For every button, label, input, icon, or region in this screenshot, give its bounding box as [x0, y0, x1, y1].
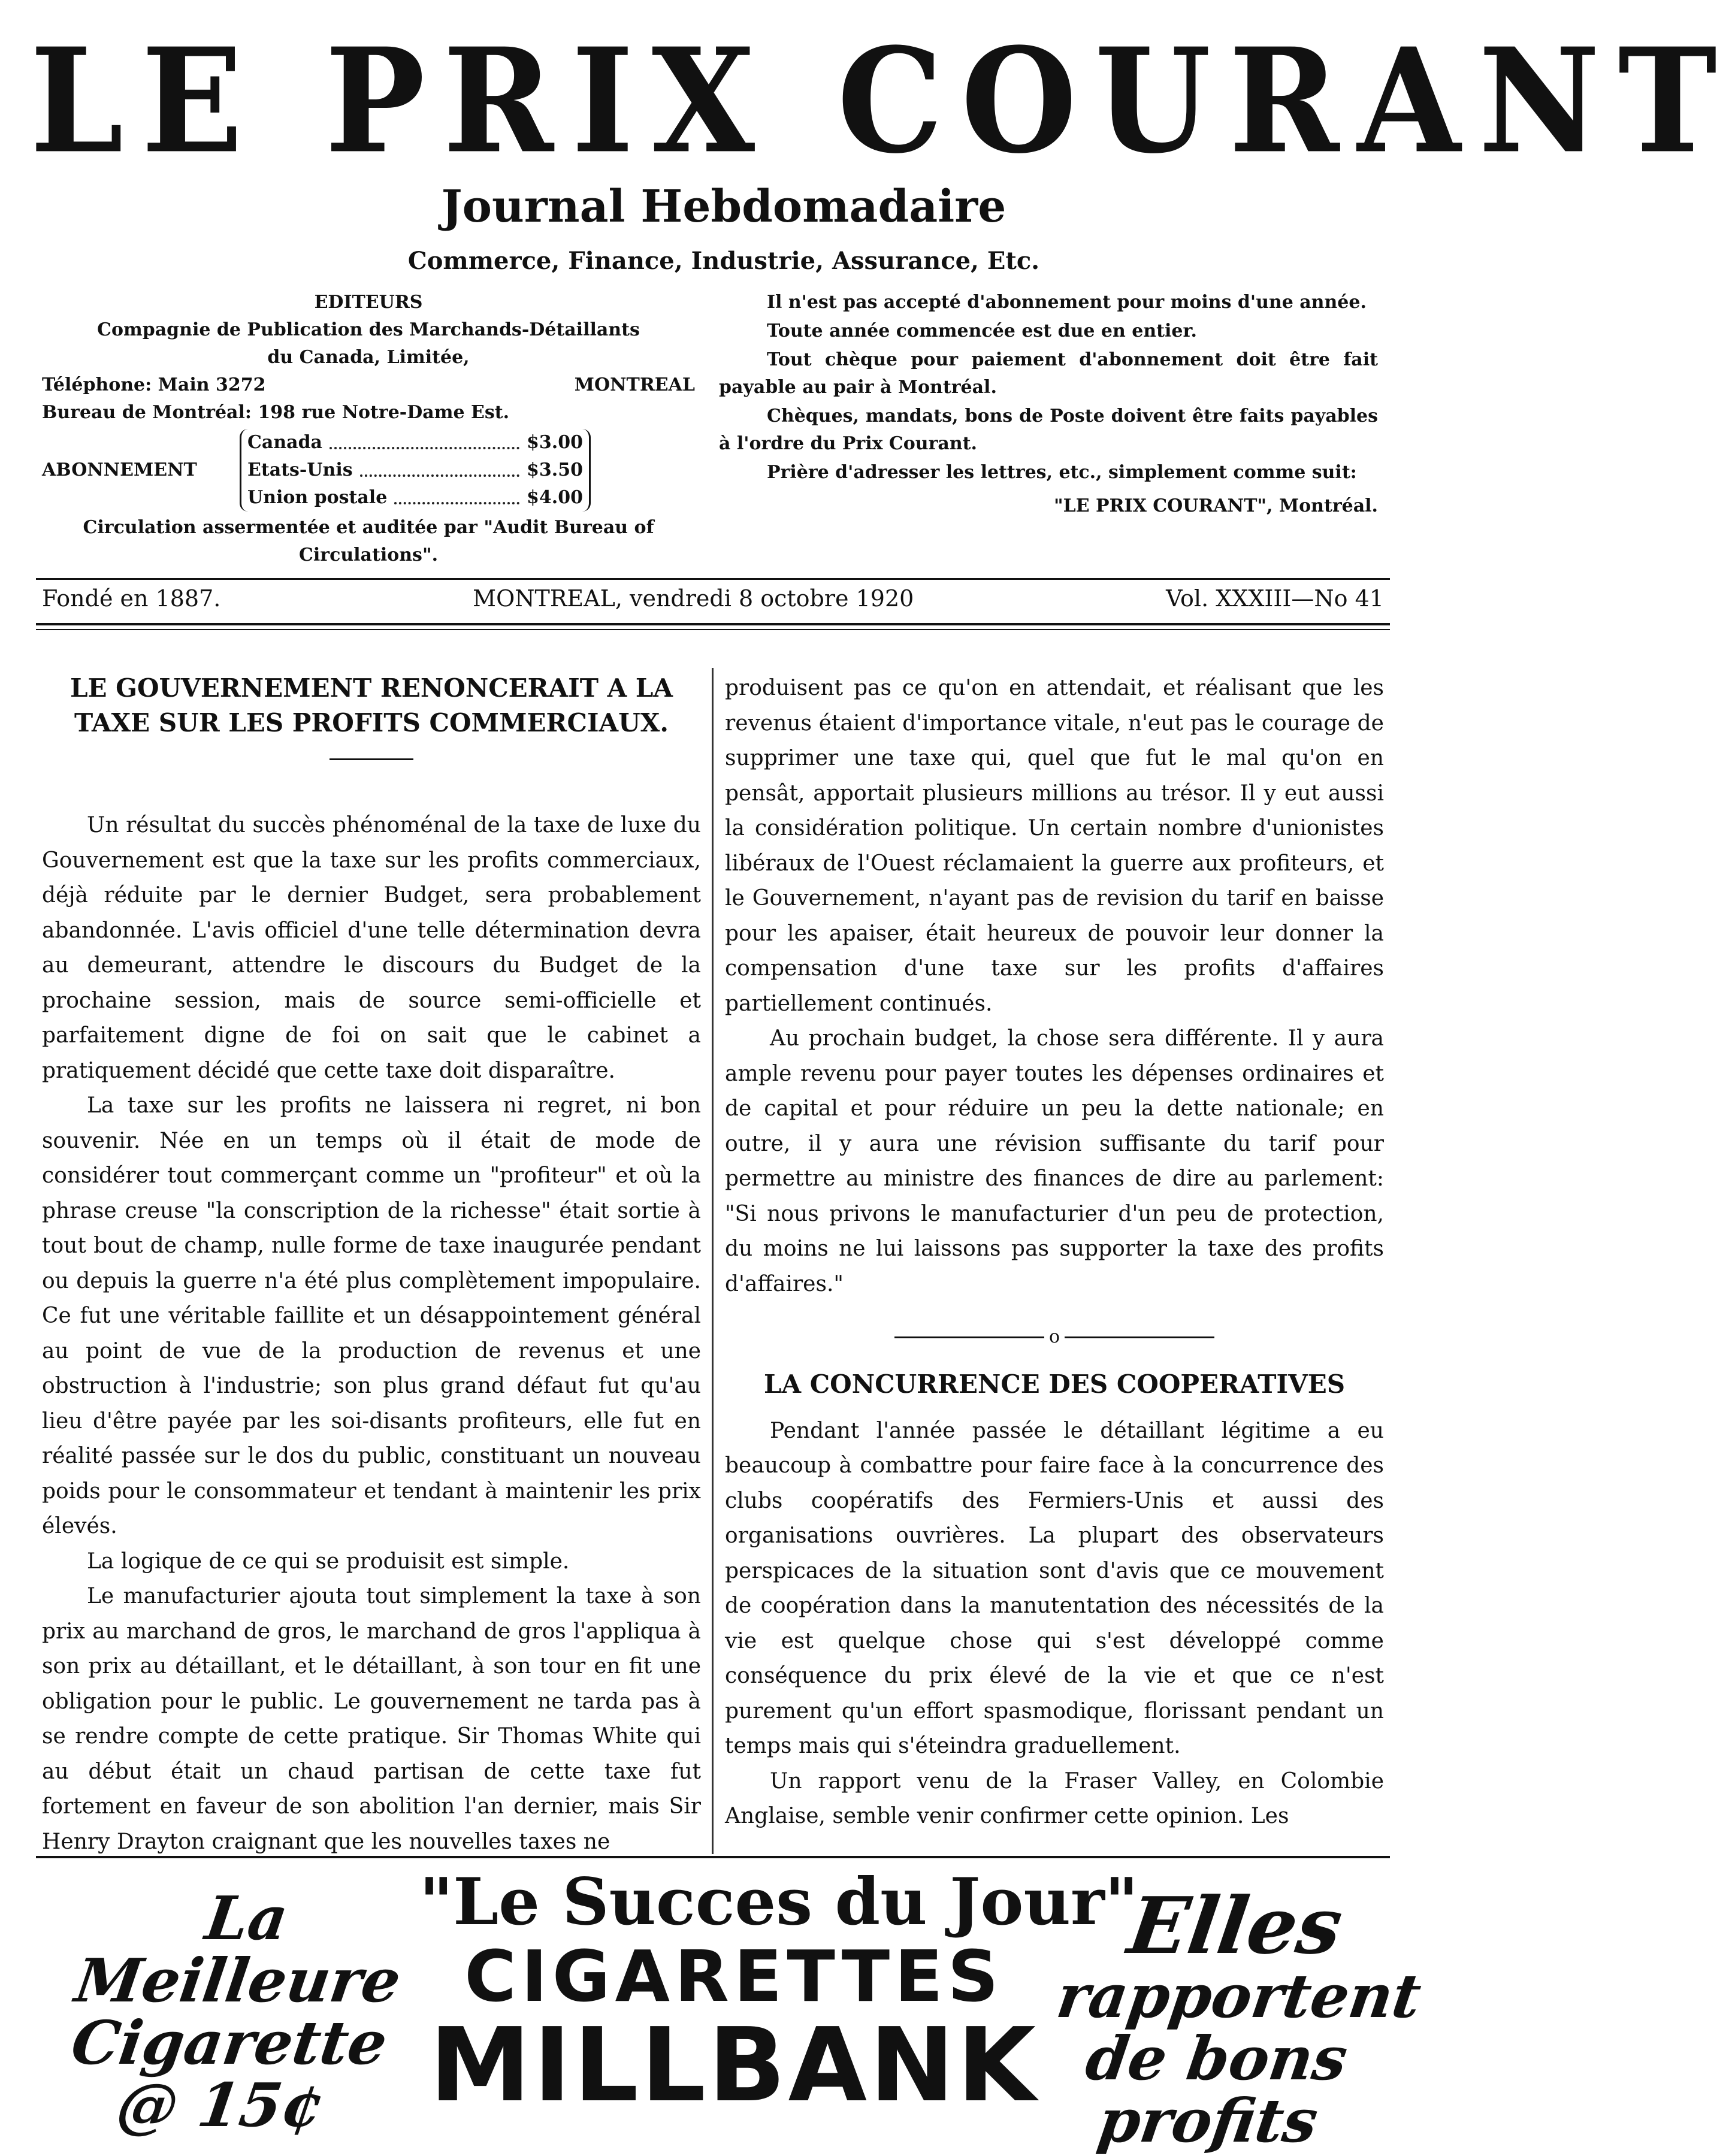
dateline — [42, 584, 1384, 613]
ad-left-text — [31, 1883, 437, 2140]
ad-left-line: La Meilleure — [71, 1883, 406, 2016]
circulation-line2: Circulations". — [298, 545, 439, 566]
ad-right-line: de bons profits — [1081, 2023, 1352, 2156]
article-paragraph: produisent pas ce qu'on en attendait, et réalisant que les revenus étaient d'importance vitale, n'eut pas le courage de supprimer une taxe qui, quel que fut le mal qu'on en pensât, apportait plusieurs millions au trésor. Il y eut aussi la considération politique. Un certain nombre d'unionistes libéraux de l'Ouest réclamaient la guerre aux profiteurs, et le Gouvernement, n'ayant pas de revision du tarif en baisse pour les apaiser, était heureux de pouvoir leur donner la compensation d'une taxe sur les profits d'affaires partiellement continués. — [725, 676, 1384, 1016]
notice-paragraph: Il n'est pas accepté d'abonnement pour moins d'une année. — [767, 292, 1367, 313]
notice-paragraph: Toute année commencée est due en entier. — [767, 320, 1197, 341]
right-column — [725, 671, 1384, 1834]
subscription-region: Etats-Unis — [247, 459, 353, 480]
notice-signature: "LE PRIX COURANT", Montréal. — [1054, 495, 1378, 516]
ad-product: CIGARETTES — [464, 1935, 1003, 2018]
masthead-title: LE PRIX COURANT — [30, 17, 1735, 186]
article-paragraph: La taxe sur les profits ne laissera ni regret, ni bon souvenir. Née en un temps où il était de mode de considérer tout commerçant comme un "profiteur" et où la phrase creuse "la conscription de la richesse" était sortie à tout bout de champ, nulle forme de taxe inaugurée pendant ou depuis la guerre n'a été plus complètement impopulaire. Ce fut une véritable faillite et un désappointement général au point de vue de la production de revenus et une obstruction à l'industrie; son plus grand défaut fut qu'au lieu d'être payée par les soi-disants profiteurs, elle fut en réalité passée sur le dos du public, constituant un nouveau poids pour le consommateur et tendant à maintenir les prix élevés. — [42, 1093, 701, 1538]
publisher-company-line2: du Canada, Limitée, — [267, 347, 470, 368]
article-paragraph: Un rapport venu de la Fraser Valley, en Colombie Anglaise, semble venir confirmer cette opinion. Les — [725, 1768, 1384, 1828]
ad-center-text — [419, 1863, 1139, 2125]
telephone-row — [42, 371, 695, 399]
article-paragraph: Au prochain budget, la chose sera différente. Il y aura ample revenu pour payer toutes les dépenses ordinaires et de capital et pour réduire un peu la dette nationale; en outre, il y aura une révision suffisante du tarif pour permettre au ministre des finances de dire au parlement: "Si nous privons le manufacturier d'un peu de protection, du moins ne lui laissons pas supporter la taxe des profits d'affaires." — [725, 1026, 1384, 1296]
ornament-mark: o — [1048, 1326, 1060, 1347]
ad-price: @ 15¢ — [113, 2070, 329, 2140]
dateline-bottom-rule — [36, 623, 1390, 625]
publisher-company-line1: Compagnie de Publication des Marchands-Détaillants — [97, 319, 640, 340]
ornament-line — [1065, 1336, 1214, 1338]
subscription-region: Canada — [247, 432, 322, 453]
article-headline: LE GOUVERNEMENT RENONCERAIT A LA TAXE SUR LES PROFITS COMMERCIAUX. — [70, 673, 673, 737]
editeurs-heading: EDITEURS — [314, 292, 423, 313]
telephone: Téléphone: Main 3272 — [42, 374, 266, 395]
subscription-label: ABONNEMENT — [42, 459, 197, 480]
dateline-bottom-rule-thin — [36, 629, 1390, 630]
article-paragraph: Le manufacturier ajouta tout simplement la taxe à son prix au marchand de gros, le marchand de gros l'appliqua à son prix au détaillant, et le détaillant, à son tour en fit une obligation pour le public. Le gouvernement ne tarda pas à se rendre compte de cette pratique. Sir Thomas White qui au début était un chaud partisan de cette taxe fut fortement en faveur de son abolition l'an dernier, mais Sir Henry Drayton craignant que les nouvelles taxes ne — [42, 1584, 701, 1854]
column-separator — [712, 668, 714, 1854]
ad-left-line: Cigarette — [67, 2007, 392, 2078]
notice-paragraph: Chèques, mandats, bons de Poste doivent être faits payables à l'ordre du Prix Courant. — [719, 406, 1378, 454]
subscription-price-row — [247, 456, 583, 484]
notice-paragraph: Tout chèque pour paiement d'abonnement doit être fait payable au pair à Montréal. — [719, 349, 1378, 398]
masthead-subtitle: Journal Hebdomadaire — [441, 181, 1006, 232]
ornament-line — [894, 1336, 1044, 1338]
leader-dots — [360, 456, 519, 477]
ad-right-text — [1036, 1880, 1426, 2156]
dateline-top-rule — [36, 578, 1390, 580]
masthead-tagline: Commerce, Finance, Industrie, Assurance, Etc. — [407, 247, 1040, 275]
cigarette-advertisement — [36, 1863, 1426, 2156]
publisher-city: MONTREAL — [574, 374, 695, 395]
leader-dots — [394, 484, 519, 504]
subscription-price: $3.50 — [527, 459, 583, 480]
left-column — [42, 671, 701, 1859]
leader-dots — [330, 429, 519, 449]
ad-right-line: Elles — [1123, 1880, 1348, 1971]
article-headline: LA CONCURRENCE DES COOPERATIVES — [763, 1369, 1346, 1399]
advertisement-top-rule — [36, 1856, 1390, 1858]
subscription-price-list — [240, 429, 591, 512]
headline-rule — [330, 758, 413, 760]
article-paragraph: Un résultat du succès phénoménal de la taxe de luxe du Gouvernement est que la taxe sur les profits commerciaux, déjà réduite par le dernier Budget, sera probablement abandonnée. L'avis officiel d'une telle détermination devra au demeurant, attendre le discours du Budget de la prochaine session, mais de source semi-officielle et parfaitement digne de foi on sait que le cabinet a pratiquement décidé que cette taxe doit disparaître. — [42, 813, 701, 1083]
subscription-region: Union postale — [247, 487, 388, 508]
ad-right-line: rapportent — [1053, 1961, 1426, 2031]
article-paragraph: La logique de ce qui se produisit est simple. — [87, 1549, 570, 1574]
subscription-price-row — [247, 429, 583, 456]
subscription-price: $3.00 — [527, 432, 583, 453]
section-ornament — [725, 1320, 1384, 1355]
subscription-notices — [719, 289, 1378, 521]
subscription-box — [42, 429, 695, 512]
ad-slogan: "Le Succes du Jour" — [419, 1864, 1139, 1940]
publisher-info — [42, 289, 695, 569]
ad-brand: MILLBANK — [429, 2006, 1039, 2125]
subscription-price-row — [247, 484, 583, 512]
circulation-line1: Circulation assermentée et auditée par "Audit Bureau of — [83, 517, 654, 538]
issue-date: MONTREAL, vendredi 8 octobre 1920 — [473, 585, 914, 612]
founded-date: Fondé en 1887. — [42, 585, 221, 612]
notice-paragraph: Prière d'adresser les lettres, etc., simplement comme suit: — [767, 462, 1357, 483]
bureau-address: Bureau de Montréal: 198 rue Notre-Dame Est. — [42, 402, 510, 423]
volume-number: Vol. XXXIII—No 41 — [1166, 585, 1384, 612]
article-paragraph: Pendant l'année passée le détaillant légitime a eu beaucoup à combattre pour faire face à la concurrence des clubs coopératifs des Fermiers-Unis et aussi des organisations ouvrières. La plupart des observateurs perspicaces de la situation sont d'avis que ce mouvement de coopération dans la manutentation des nécessités de la vie est quelque chose qui s'est développé comme conséquence du prix élevé de la vie et que ce n'est purement qu'un effort spasmodique, florissant pendant un temps mais qui s'éteindra graduellement. — [725, 1418, 1384, 1758]
subscription-price: $4.00 — [527, 487, 583, 508]
